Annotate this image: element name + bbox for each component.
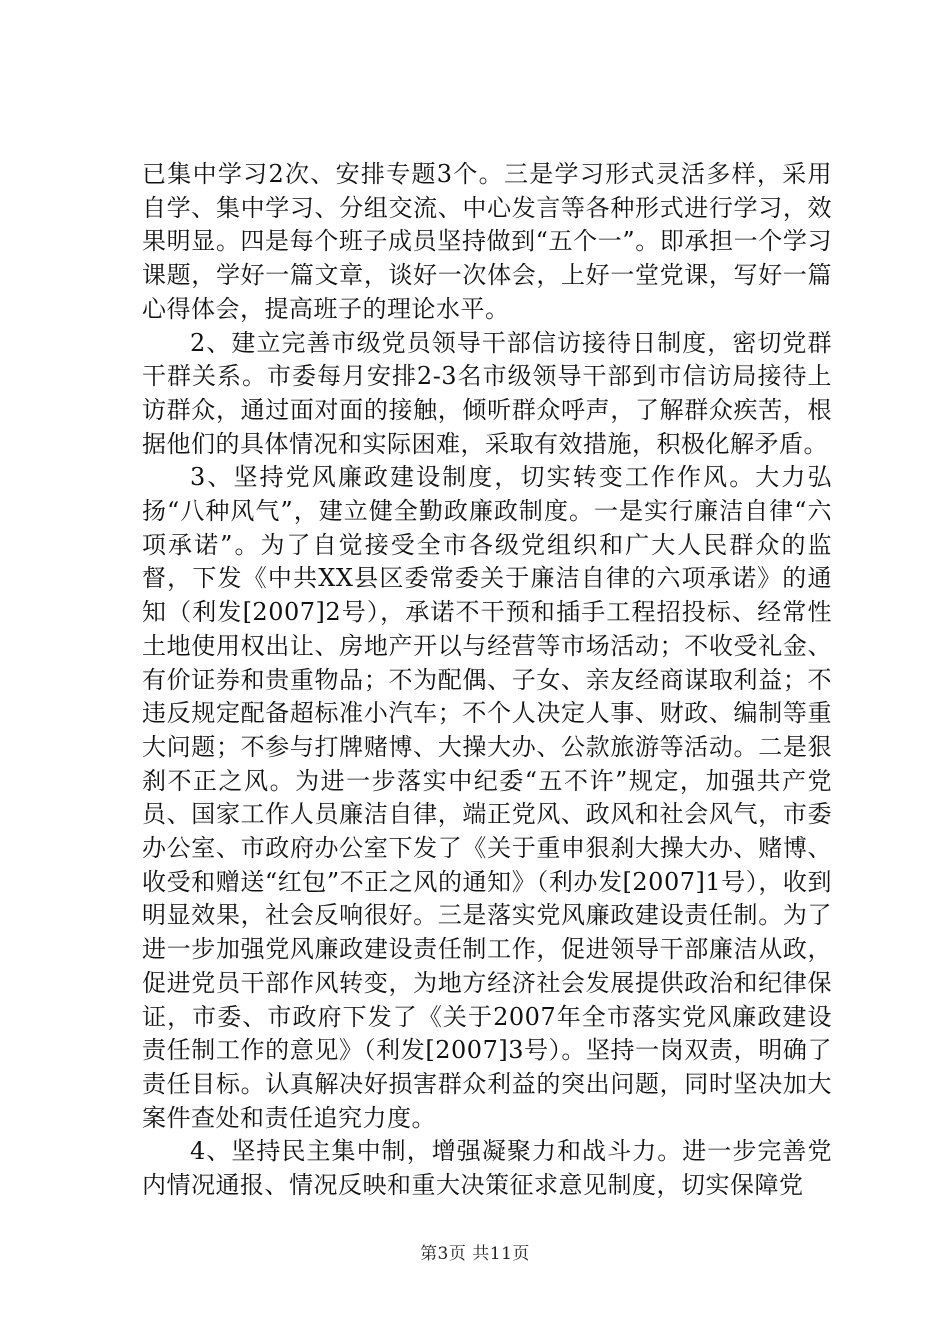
- paragraph-4: 4、坚持民主集中制，增强凝聚力和战斗力。进一步完善党内情况通报、情况反映和重大决策征求意见制度，切实保障党: [142, 1137, 832, 1200]
- page-number-footer: 第3页 共11页: [420, 1244, 530, 1264]
- paragraph-2: 2、建立完善市级党员领导干部信访接待日制度，密切党群干群关系。市委每月安排2-3名市级领导干部到市信访局接待上访群众，通过面对面的接触，倾听群众呼声，了解群众疾苦，根据他们的具体情况和实际困难，采取有效措施，积极化解矛盾。: [142, 328, 832, 458]
- paragraph-3: 3、坚持党风廉政建设制度，切实转变工作作风。大力弘扬“八种风气”，建立健全勤政廉政制度。一是实行廉洁自律“六项承诺”。为了自觉接受全市各级党组织和广大人民群众的监督，下发《中共XX县区委常委关于廉洁自律的六项承诺》的通知（利发[2007]2号），承诺不干预和插手工程招投标、经常性土地使用权出让、房地产开以与经营等市场活动；不收受礼金、有价证券和贵重物品；不为配偶、子女、亲友经商谋取利益；不违反规定配备超标准小汽车；不个人决定人事、财政、编制等重大问题；不参与打牌赌博、大操大办、公款旅游等活动。二是狠刹不正之风。为进一步落实中纪委“五不许”规定，加强共产党员、国家工作人员廉洁自律，端正党风、政风和社会风气，市委办公室、市政府办公室下发了《关于重申狠刹大操大办、赌博、收受和赠送“红包”不正之风的通知》（利办发[2007]1号），收到明显效果，社会反响很好。三是落实党风廉政建设责任制。为了进一步加强党风廉政建设责任制工作，促进领导干部廉洁从政，促进党员干部作风转变，为地方经济社会发展提供政治和纪律保证，市委、市政府下发了《关于2007年全市落实党风廉政建设责任制工作的意见》（利发[2007]3号）。坚持一岗双责，明确了责任目标。认真解决好损害群众利益的突出问题，同时坚决加大案件查处和责任追究力度。: [142, 463, 832, 1132]
- document-body: [142, 158, 832, 1203]
- paragraph-1: 已集中学习2次、安排专题3个。三是学习形式灵活多样，采用自学、集中学习、分组交流、中心发言等各种形式进行学习，效果明显。四是每个班子成员坚持做到“五个一”。即承担一个学习课题，学好一篇文章，谈好一次体会，上好一堂党课，写好一篇心得体会，提高班子的理论水平。: [142, 160, 832, 323]
